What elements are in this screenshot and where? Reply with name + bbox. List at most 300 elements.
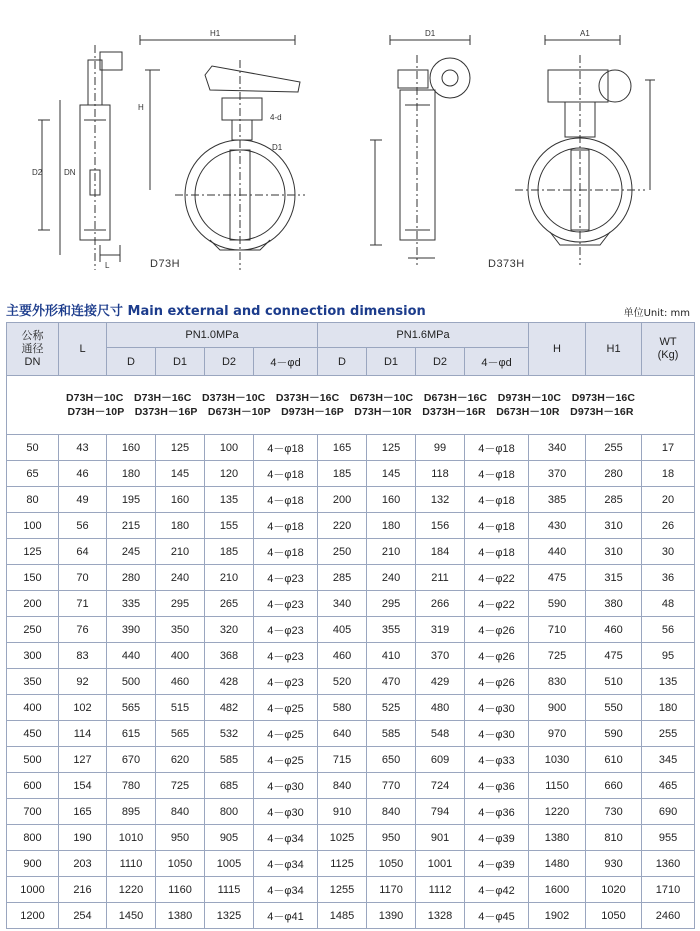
table-cell: 250 [7,617,59,643]
table-cell: 1050 [586,903,642,929]
table-cell: 450 [7,721,59,747]
table-cell: 56 [59,513,107,539]
table-cell: 1220 [107,877,156,903]
table-cell: 190 [59,825,107,851]
d73h-front-view [140,35,305,270]
table-cell: 482 [205,695,254,721]
table-cell: 132 [416,487,465,513]
table-cell: 200 [7,591,59,617]
table-cell: 160 [367,487,416,513]
table-cell: 95 [642,643,695,669]
table-cell: 280 [586,461,642,487]
table-cell: 310 [586,539,642,565]
table-cell: 1380 [529,825,586,851]
table-cell: 620 [156,747,205,773]
table-cell: 64 [59,539,107,565]
table-cell: 156 [416,513,465,539]
table-cell: 1255 [318,877,367,903]
table-cell: 480 [416,695,465,721]
table-cell: 135 [205,487,254,513]
table-cell: 250 [318,539,367,565]
table-cell: 76 [59,617,107,643]
table-cell: 1600 [529,877,586,903]
table-cell: 185 [205,539,254,565]
table-cell: 1030 [529,747,586,773]
table-cell: 710 [529,617,586,643]
table-cell: 685 [205,773,254,799]
table-cell: 254 [59,903,107,929]
table-cell: 2460 [642,903,695,929]
table-cell: 4－φ18 [465,461,529,487]
dim-label-d2: D2 [32,168,43,177]
table-cell: 4－φ23 [254,591,318,617]
header-dn-line3: DN [24,355,41,368]
table-cell: 99 [416,435,465,461]
table-cell: 1005 [205,851,254,877]
table-cell: 724 [416,773,465,799]
header-pn16-d: D [318,348,367,376]
table-cell: 70 [59,565,107,591]
table-cell: 315 [586,565,642,591]
table-cell: 565 [156,721,205,747]
table-cell: 532 [205,721,254,747]
table-cell: 465 [642,773,695,799]
table-cell: 4－φ18 [254,461,318,487]
table-cell: 210 [205,565,254,591]
table-cell: 475 [529,565,586,591]
dim-label-h: H [138,103,144,112]
header-h1: H1 [586,323,642,376]
table-cell: 184 [416,539,465,565]
table-cell: 1485 [318,903,367,929]
table-cell: 92 [59,669,107,695]
table-cell: 500 [107,669,156,695]
table-cell: 4－φ26 [465,643,529,669]
header-pn16: PN1.6MPa [318,323,529,348]
table-cell: 71 [59,591,107,617]
header-l: L [59,323,107,376]
table-row [7,513,695,539]
table-cell: 440 [529,539,586,565]
table-cell: 1110 [107,851,156,877]
table-cell: 180 [367,513,416,539]
table-cell: 265 [205,591,254,617]
table-cell: 385 [529,487,586,513]
table-cell: 950 [367,825,416,851]
table-cell: 580 [318,695,367,721]
table-row [7,825,695,851]
table-cell: 1360 [642,851,695,877]
table-cell: 430 [529,513,586,539]
table-cell: 83 [59,643,107,669]
header-wt-line2: (Kg) [657,349,679,361]
table-cell: 4－φ25 [254,721,318,747]
table-cell: 120 [205,461,254,487]
table-cell: 4－φ18 [254,513,318,539]
table-cell: 1115 [205,877,254,903]
table-cell: 800 [205,799,254,825]
table-row [7,591,695,617]
table-cell: 4－φ22 [465,565,529,591]
table-cell: 4－φ23 [254,669,318,695]
table-row [7,643,695,669]
table-cell: 36 [642,565,695,591]
table-cell: 600 [7,773,59,799]
header-pn10-d1: D1 [156,348,205,376]
table-cell: 4－φ34 [254,877,318,903]
table-row [7,617,695,643]
table-cell: 180 [107,461,156,487]
table-cell: 17 [642,435,695,461]
table-cell: 319 [416,617,465,643]
table-cell: 65 [7,461,59,487]
table-cell: 895 [107,799,156,825]
table-cell: 428 [205,669,254,695]
header-wt [642,323,695,376]
table-cell: 4－φ34 [254,851,318,877]
table-cell: 440 [107,643,156,669]
table-cell: 640 [318,721,367,747]
table-cell: 180 [156,513,205,539]
table-cell: 125 [367,435,416,461]
table-cell: 930 [586,851,642,877]
table-row [7,487,695,513]
table-cell: 4－φ18 [254,487,318,513]
table-cell: 840 [156,799,205,825]
table-cell: 901 [416,825,465,851]
table-cell: 1480 [529,851,586,877]
table-cell: 1902 [529,903,586,929]
table-cell: 4－φ18 [465,539,529,565]
table-cell: 1710 [642,877,695,903]
table-cell: 715 [318,747,367,773]
table-cell: 4－φ23 [254,617,318,643]
dim-label-nd: 4-d [270,113,282,122]
header-pn10-nd: 4－φd [254,348,318,376]
table-cell: 26 [642,513,695,539]
table-cell: 4－φ36 [465,773,529,799]
table-cell: 160 [107,435,156,461]
table-cell: 145 [367,461,416,487]
table-cell: 200 [318,487,367,513]
table-cell: 4－φ42 [465,877,529,903]
table-row [7,539,695,565]
table-cell: 1000 [7,877,59,903]
table-cell: 340 [529,435,586,461]
table-cell: 350 [156,617,205,643]
table-cell: 46 [59,461,107,487]
table-cell: 910 [318,799,367,825]
table-cell: 4－φ36 [465,799,529,825]
table-cell: 4－φ25 [254,747,318,773]
header-wt-line1: WT [659,336,677,348]
table-cell: 355 [367,617,416,643]
table-cell: 1150 [529,773,586,799]
header-dn-line1: 公称 [21,329,44,342]
table-cell: 215 [107,513,156,539]
table-cell: 4－φ23 [254,643,318,669]
table-cell: 4－φ18 [254,539,318,565]
dimension-table [6,322,695,929]
header-pn16-nd: 4－φd [465,348,529,376]
table-cell: 1112 [416,877,465,903]
table-cell: 165 [318,435,367,461]
table-cell: 300 [7,643,59,669]
dim-label-l: L [105,261,110,270]
table-cell: 335 [107,591,156,617]
table-cell: 1170 [367,877,416,903]
table-cell: 4－φ26 [465,669,529,695]
header-dn-line2: 通径 [21,342,44,355]
table-cell: 470 [367,669,416,695]
table-cell: 520 [318,669,367,695]
table-cell: 410 [367,643,416,669]
table-cell: 266 [416,591,465,617]
table-cell: 255 [642,721,695,747]
table-cell: 1025 [318,825,367,851]
table-cell: 125 [7,539,59,565]
table-cell: 245 [107,539,156,565]
table-cell: 500 [7,747,59,773]
table-cell: 1050 [367,851,416,877]
table-cell: 4－φ41 [254,903,318,929]
table-row [7,695,695,721]
section-title: 主要外形和连接尺寸 Main external and connection dimension [6,304,426,319]
table-cell: 4－φ45 [465,903,529,929]
table-cell: 30 [642,539,695,565]
table-cell: 4－φ22 [465,591,529,617]
table-cell: 950 [156,825,205,851]
table-cell: 515 [156,695,205,721]
table-cell: 460 [318,643,367,669]
table-cell: 900 [7,851,59,877]
header-pn10-d: D [107,348,156,376]
table-cell: 18 [642,461,695,487]
table-cell: 1328 [416,903,465,929]
table-cell: 100 [7,513,59,539]
model-list-line2: D73H－10P D373H－16P D673H－10P D973H－16P D73H－10R D373H－16R D673H－10R D973H－16R [67,406,634,418]
table-cell: 114 [59,721,107,747]
table-cell: 4－φ30 [254,773,318,799]
table-cell: 770 [367,773,416,799]
header-pn10-d2: D2 [205,348,254,376]
table-cell: 810 [586,825,642,851]
figure-label-d73h: D73H [150,258,181,270]
table-cell: 125 [156,435,205,461]
table-cell: 660 [586,773,642,799]
table-cell: 840 [367,799,416,825]
table-cell: 240 [156,565,205,591]
d373h-side-view [370,35,470,265]
table-cell: 525 [367,695,416,721]
table-row [7,877,695,903]
table-row [7,773,695,799]
table-cell: 1160 [156,877,205,903]
table-cell: 830 [529,669,586,695]
table-cell: 610 [586,747,642,773]
table-cell: 135 [642,669,695,695]
table-cell: 80 [7,487,59,513]
model-list-line1: D73H－10C D73H－16C D373H－10C D373H－16C D673H－10C D673H－16C D973H－10C D973H－16C [65,392,636,404]
table-cell: 1050 [156,851,205,877]
table-cell: 700 [7,799,59,825]
table-cell: 1450 [107,903,156,929]
table-cell: 43 [59,435,107,461]
dim-label-d1: D1 [272,143,283,152]
table-cell: 1001 [416,851,465,877]
table-cell: 216 [59,877,107,903]
table-cell: 900 [529,695,586,721]
table-cell: 127 [59,747,107,773]
table-cell: 565 [107,695,156,721]
table-cell: 1125 [318,851,367,877]
table-cell: 725 [156,773,205,799]
table-cell: 405 [318,617,367,643]
table-cell: 295 [367,591,416,617]
header-pn16-d1: D1 [367,348,416,376]
table-cell: 154 [59,773,107,799]
table-cell: 102 [59,695,107,721]
table-cell: 4－φ33 [465,747,529,773]
table-cell: 429 [416,669,465,695]
table-cell: 165 [59,799,107,825]
table-cell: 4－φ30 [465,695,529,721]
table-cell: 1325 [205,903,254,929]
table-cell: 48 [642,591,695,617]
table-cell: 4－φ18 [465,435,529,461]
table-cell: 390 [107,617,156,643]
table-cell: 220 [318,513,367,539]
table-cell: 185 [318,461,367,487]
table-cell: 4－φ18 [254,435,318,461]
table-cell: 210 [156,539,205,565]
table-cell: 475 [586,643,642,669]
table-cell: 50 [7,435,59,461]
table-cell: 1200 [7,903,59,929]
header-h: H [529,323,586,376]
table-cell: 285 [318,565,367,591]
valve-drawings [0,0,700,290]
table-cell: 56 [642,617,695,643]
table-cell: 609 [416,747,465,773]
dim-label-a1: A1 [580,29,590,38]
table-cell: 4－φ34 [254,825,318,851]
table-cell: 1010 [107,825,156,851]
table-cell: 400 [156,643,205,669]
dim-label-dn: DN [64,168,76,177]
table-cell: 368 [205,643,254,669]
table-cell: 905 [205,825,254,851]
table-cell: 725 [529,643,586,669]
table-cell: 970 [529,721,586,747]
table-cell: 794 [416,799,465,825]
table-cell: 1220 [529,799,586,825]
table-cell: 4－φ39 [465,825,529,851]
table-cell: 4－φ18 [465,487,529,513]
table-cell: 210 [367,539,416,565]
table-row [7,903,695,929]
table-cell: 615 [107,721,156,747]
table-row [7,799,695,825]
table-cell: 585 [205,747,254,773]
table-cell: 800 [7,825,59,851]
table-cell: 1380 [156,903,205,929]
table-cell: 340 [318,591,367,617]
table-cell: 203 [59,851,107,877]
table-cell: 955 [642,825,695,851]
table-cell: 49 [59,487,107,513]
header-dn [7,323,59,376]
unit-note: 单位Unit: mm [623,308,690,319]
table-cell: 1020 [586,877,642,903]
table-cell: 310 [586,513,642,539]
table-cell: 460 [156,669,205,695]
table-cell: 650 [367,747,416,773]
table-cell: 240 [367,565,416,591]
table-row [7,435,695,461]
table-cell: 350 [7,669,59,695]
table-row [7,851,695,877]
table-cell: 780 [107,773,156,799]
table-cell: 590 [529,591,586,617]
table-cell: 211 [416,565,465,591]
table-cell: 4－φ30 [254,799,318,825]
dim-label-h1: H1 [210,29,221,38]
table-cell: 20 [642,487,695,513]
table-cell: 295 [156,591,205,617]
table-cell: 285 [586,487,642,513]
table-cell: 550 [586,695,642,721]
table-cell: 400 [7,695,59,721]
table-row [7,461,695,487]
table-cell: 370 [529,461,586,487]
table-cell: 840 [318,773,367,799]
table-cell: 1390 [367,903,416,929]
table-cell: 180 [642,695,695,721]
table-cell: 730 [586,799,642,825]
table-cell: 4－φ23 [254,565,318,591]
table-cell: 590 [586,721,642,747]
table-cell: 118 [416,461,465,487]
table-cell: 255 [586,435,642,461]
table-cell: 100 [205,435,254,461]
table-cell: 585 [367,721,416,747]
table-cell: 370 [416,643,465,669]
table-cell: 4－φ30 [465,721,529,747]
table-cell: 195 [107,487,156,513]
table-cell: 4－φ26 [465,617,529,643]
table-cell: 320 [205,617,254,643]
table-row [7,721,695,747]
table-cell: 150 [7,565,59,591]
table-cell: 670 [107,747,156,773]
figure-label-d373h: D373H [488,258,525,270]
table-cell: 380 [586,591,642,617]
table-cell: 4－φ39 [465,851,529,877]
table-cell: 160 [156,487,205,513]
table-cell: 155 [205,513,254,539]
table-row [7,669,695,695]
table-row [7,565,695,591]
table-cell: 690 [642,799,695,825]
d73h-side-view [38,45,122,270]
table-cell: 510 [586,669,642,695]
table-cell: 4－φ18 [465,513,529,539]
dim-label-d1-right: D1 [425,29,436,38]
header-pn10: PN1.0MPa [107,323,318,348]
table-cell: 145 [156,461,205,487]
model-list [7,376,695,435]
